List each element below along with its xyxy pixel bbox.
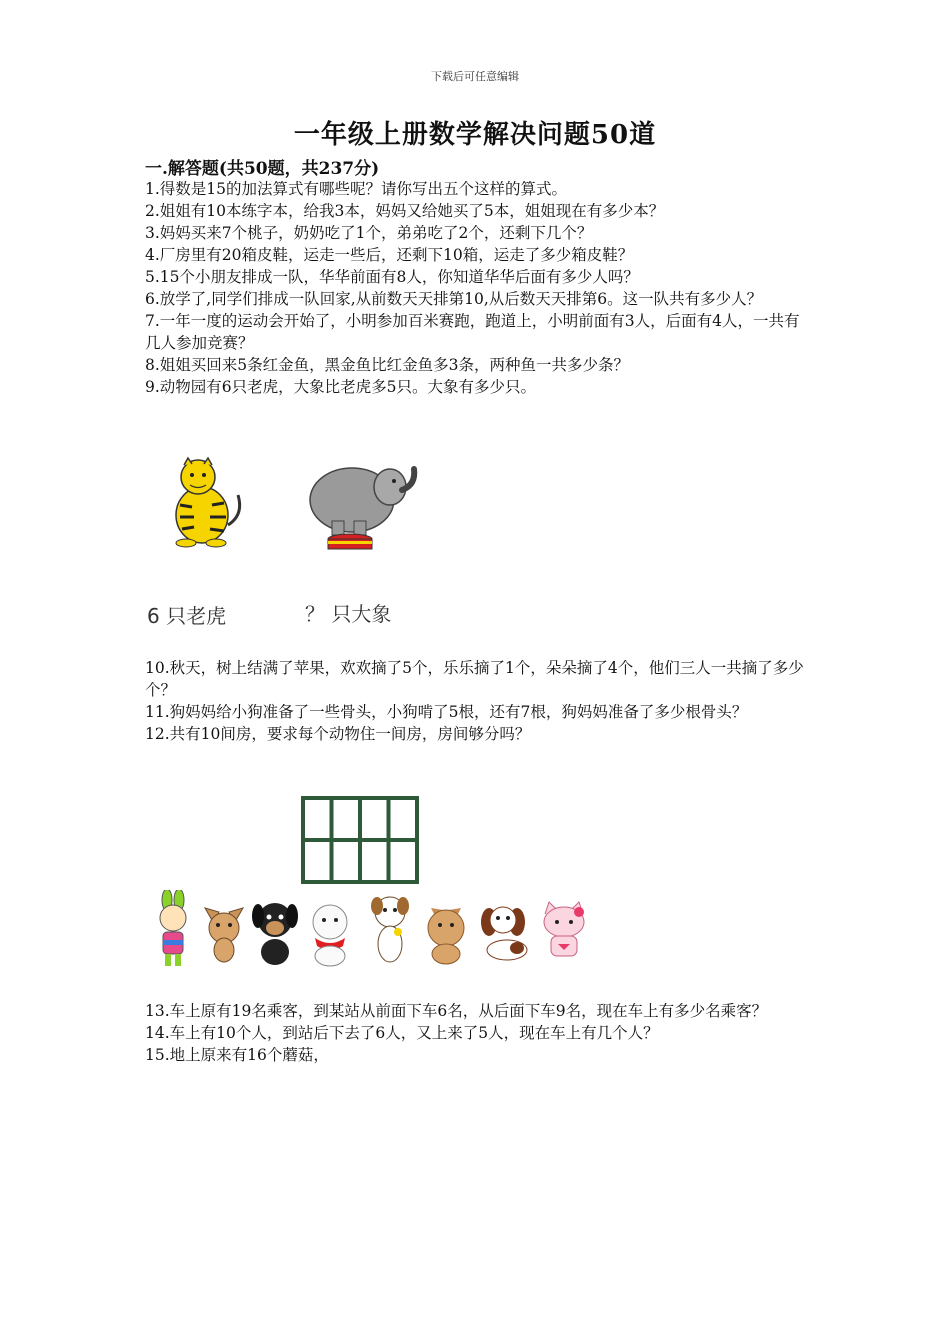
section-heading: 一.解答题(共50题，共237分) — [145, 159, 380, 179]
animals-row-illustration — [145, 890, 590, 970]
question-3: 3.妈妈买来7个桃子，奶奶吃了1个，弟弟吃了2个，还剩下几个？ — [145, 224, 593, 242]
chihuahua-figure — [205, 908, 243, 962]
question-5: 5.15个小朋友排成一队，华华前面有8人，你知道华华后面有多少人吗？ — [145, 268, 639, 286]
pomeranian-figure — [428, 908, 464, 964]
question-4: 4.厂房里有20箱皮鞋，运走一些后，还剩下10箱，运走了多少箱皮鞋？ — [145, 246, 634, 264]
caption-tigers: 6 只老虎 — [147, 604, 227, 628]
question-8: 8.姐姐买回来5条红金鱼，黑金鱼比红金鱼多3条，两种鱼一共多少条？ — [145, 356, 630, 374]
question-12: 12.共有10间房，要求每个动物住一间房，房间够分吗？ — [145, 725, 531, 743]
room-grid-illustration — [300, 795, 420, 885]
question-7: 7.一年一度的运动会开始了，小明参加百米赛跑，跑道上，小明前面有3人，后面有4人，一共有几人参加竞赛？ — [145, 312, 800, 352]
elephant-illustration — [302, 455, 422, 555]
kitty-figure — [544, 902, 584, 956]
white-puppy-figure — [313, 905, 347, 966]
rabbit-doll-figure — [160, 890, 186, 966]
question-6: 6.放学了,同学们排成一队回家,从前数天天排第10,从后数天天排第6。这一队共有多少人？ — [145, 290, 763, 308]
caption-elephants: ？ 只大象 — [305, 602, 392, 626]
question-9: 9.动物园有6只老虎，大象比老虎多5只。大象有多少只。 — [145, 378, 537, 396]
question-list-b — [145, 657, 810, 745]
page-title: 一年级上册数学解决问题50道 — [293, 120, 657, 150]
black-puppy-figure — [252, 903, 298, 965]
header-note: 下载后可任意编辑 — [431, 70, 519, 83]
boxer-puppy-figure — [371, 897, 409, 962]
question-1: 1.得数是15的加法算式有哪些呢？请你写出五个这样的算式。 — [145, 180, 568, 198]
spaniel-figure — [481, 907, 527, 960]
question-15: 15.地上原来有16个蘑菇， — [145, 1046, 329, 1064]
tiger-illustration — [150, 455, 250, 550]
question-14: 14.车上有10个人，到站后下去了6人，又上来了5人，现在车上有几个人？ — [145, 1024, 659, 1042]
question-11: 11.狗妈妈给小狗准备了一些骨头，小狗啃了5根，还有7根，狗妈妈准备了多少根骨头？ — [145, 703, 748, 721]
question-list-a — [145, 178, 810, 398]
question-list-c — [145, 1000, 810, 1066]
question-10: 10.秋天，树上结满了苹果，欢欢摘了5个，乐乐摘了1个，朵朵摘了4个，他们三人一共摘了多少个？ — [145, 659, 804, 699]
question-2: 2.姐姐有10本练字本，给我3本，妈妈又给她买了5本，姐姐现在有多少本？ — [145, 202, 665, 220]
question-13: 13.车上原有19名乘客，到某站从前面下车6名，从后面下车9名，现在车上有多少名乘客？ — [145, 1002, 768, 1020]
